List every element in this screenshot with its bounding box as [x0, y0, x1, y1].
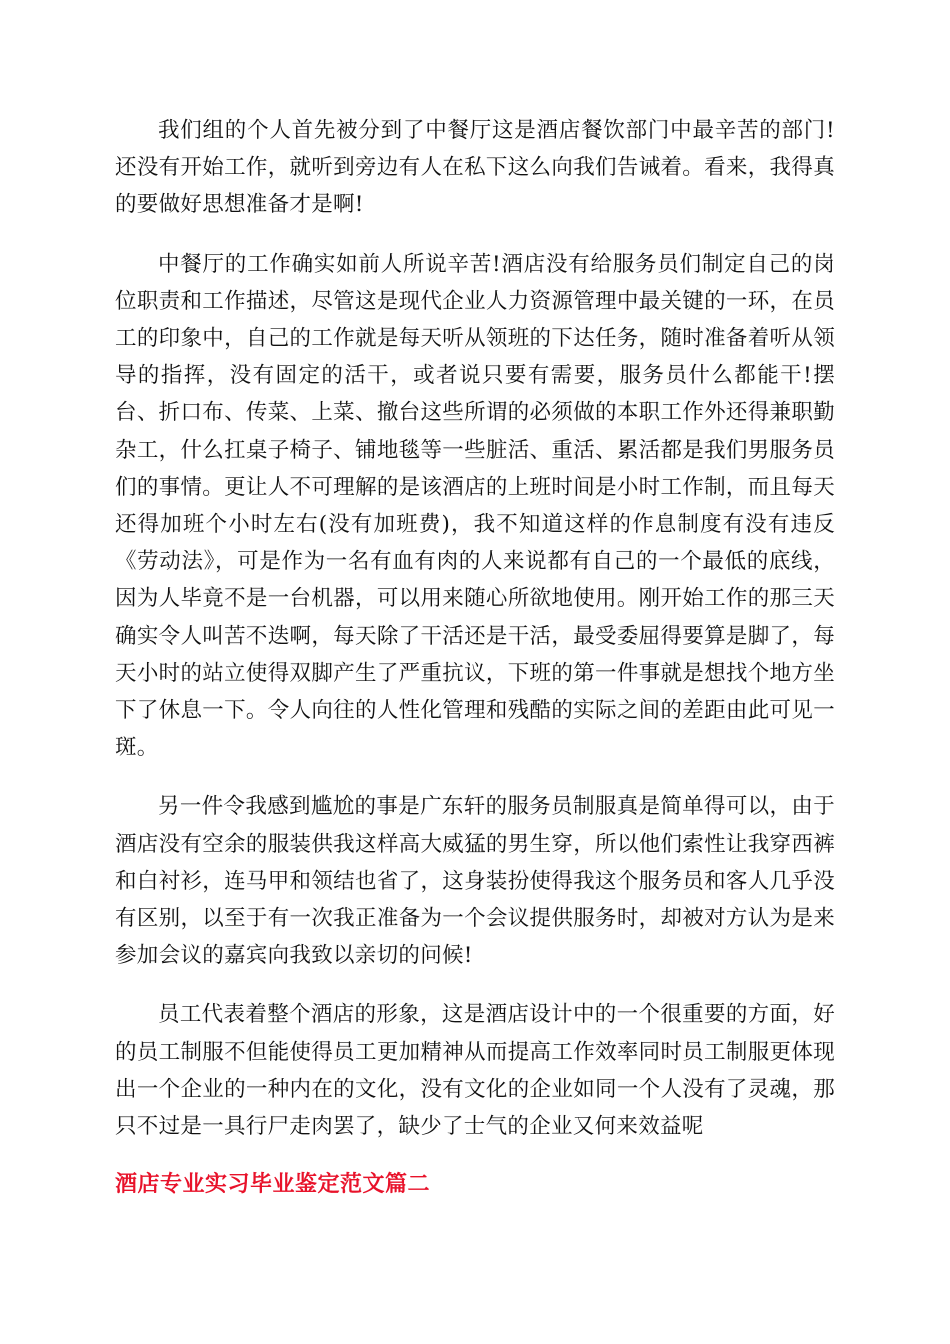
- paragraph-4: 员工代表着整个酒店的形象，这是酒店设计中的一个很重要的方面，好的员工制服不但能使得员工更加精神从而提高工作效率同时员工制服更体现出一个企业的一种内在的文化，没有文化的企业如同一个人没有了灵魂，那只不过是一具行尸走肉罢了，缺少了士气的企业又何来效益呢: [115, 1002, 835, 1140]
- paragraph-1: 我们组的个人首先被分到了中餐厅这是酒店餐饮部门中最辛苦的部门!还没有开始工作，就听到旁边有人在私下这么向我们告诫着。看来，我得真的要做好思想准备才是啊!: [115, 118, 835, 218]
- paragraph-3: 另一件令我感到尴尬的事是广东轩的服务员制服真是简单得可以，由于酒店没有空余的服装供我这样高大威猛的男生穿，所以他们索性让我穿西裤和白衬衫，连马甲和领结也省了，这身装扮使得我这个服务员和客人几乎没有区别，以至于有一次我正准备为一个会议提供服务时，却被对方认为是来参加会议的嘉宾向我致以亲切的问候!: [115, 794, 835, 969]
- document-page: [115, 112, 835, 1201]
- paragraph-2: 中餐厅的工作确实如前人所说辛苦!酒店没有给服务员们制定自己的岗位职责和工作描述，尽管这是现代企业人力资源管理中最关键的一环，在员工的印象中，自己的工作就是每天听从领班的下达任务，随时准备着听从领导的指挥，没有固定的活干，或者说只要有需要，服务员什么都能干!摆台、折口布、传菜、上菜、撤台这些所谓的必须做的本职工作外还得兼职勤杂工，什么扛桌子椅子、铺地毯等一些脏活、重活、累活都是我们男服务员们的事情。更让人不可理解的是该酒店的上班时间是小时工作制，而且每天还得加班个小时左右(没有加班费)，我不知道这样的作息制度有没有违反《劳动法》，可是作为一名有血有肉的人来说都有自己的一个最低的底线，因为人毕竟不是一台机器，可以用来随心所欲地使用。刚开始工作的那三天确实令人叫苦不迭啊，每天除了干活还是干活，最受委屈得要算是脚了，每天小时的站立使得双脚产生了严重抗议，下班的第一件事就是想找个地方坐下了休息一下。令人向往的人性化管理和残酷的实际之间的差距由此可见一斑。: [115, 251, 835, 761]
- section-heading: 酒店专业实习毕业鉴定范文篇二: [115, 1171, 431, 1198]
